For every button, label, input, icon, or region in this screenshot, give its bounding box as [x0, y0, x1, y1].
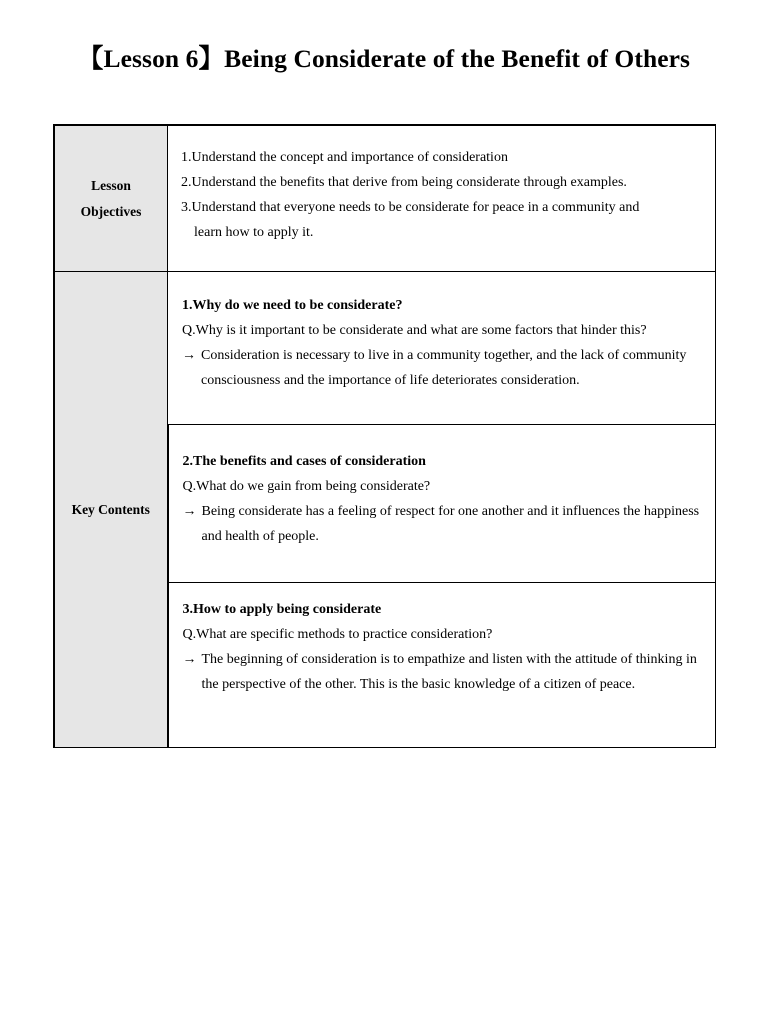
lesson-table — [53, 124, 716, 748]
objectives-content-cell — [168, 125, 716, 272]
section-heading: 3.How to apply being considerate — [182, 602, 382, 617]
section-heading: 2.The benefits and cases of consideration — [182, 454, 426, 469]
key-contents-label: Key Contents — [71, 501, 150, 517]
objective-item-3: 3.Understand that everyone needs to be considerate for peace in a community and — [181, 200, 640, 215]
key-contents-row-1 — [54, 272, 716, 425]
key-contents-label-cell — [54, 272, 168, 748]
section-answer — [182, 343, 705, 393]
objective-item-2: 2.Understand the benefits that derive from being considerate through examples. — [181, 175, 627, 190]
key-content-section-1 — [168, 272, 716, 425]
objectives-row — [54, 125, 716, 272]
key-content-section-3 — [168, 583, 716, 748]
section-answer — [183, 647, 706, 697]
right-arrow-icon: → — [182, 348, 196, 363]
page-title: 【Lesson 6】Being Considerate of the Benefit of Others — [77, 44, 691, 73]
section-answer-text: Being considerate has a feeling of respect for one another and it influences the happiness and health of people. — [201, 504, 700, 544]
section-question: Q.Why is it important to be considerate and what are some factors that hinder this? — [182, 323, 647, 338]
right-arrow-icon: → — [182, 652, 197, 667]
section-heading: 1.Why do we need to be considerate? — [182, 298, 403, 313]
objectives-label-line1: Lesson — [91, 177, 131, 193]
key-content-section-2 — [168, 425, 716, 583]
section-answer-text: The beginning of consideration is to empathize and listen with the attitude of thinking in the perspective of the other. This is the basic knowledge of a citizen of peace. — [201, 652, 697, 692]
section-answer — [183, 499, 706, 549]
objective-item-1: 1.Understand the concept and importance of consideration — [181, 150, 508, 165]
objectives-list — [168, 126, 715, 245]
objectives-label-cell — [54, 125, 168, 272]
objective-item-3-continuation: learn how to apply it. — [194, 225, 314, 240]
section-answer-text: Consideration is necessary to live in a community together, and the lack of community consciousness and the importance of life deteriorates consideration. — [201, 348, 687, 388]
section-question: Q.What do we gain from being considerate? — [182, 479, 431, 494]
right-arrow-icon: → — [182, 504, 197, 519]
objectives-label-line2: Objectives — [80, 203, 142, 219]
section-question: Q.What are specific methods to practice consideration? — [182, 627, 493, 642]
